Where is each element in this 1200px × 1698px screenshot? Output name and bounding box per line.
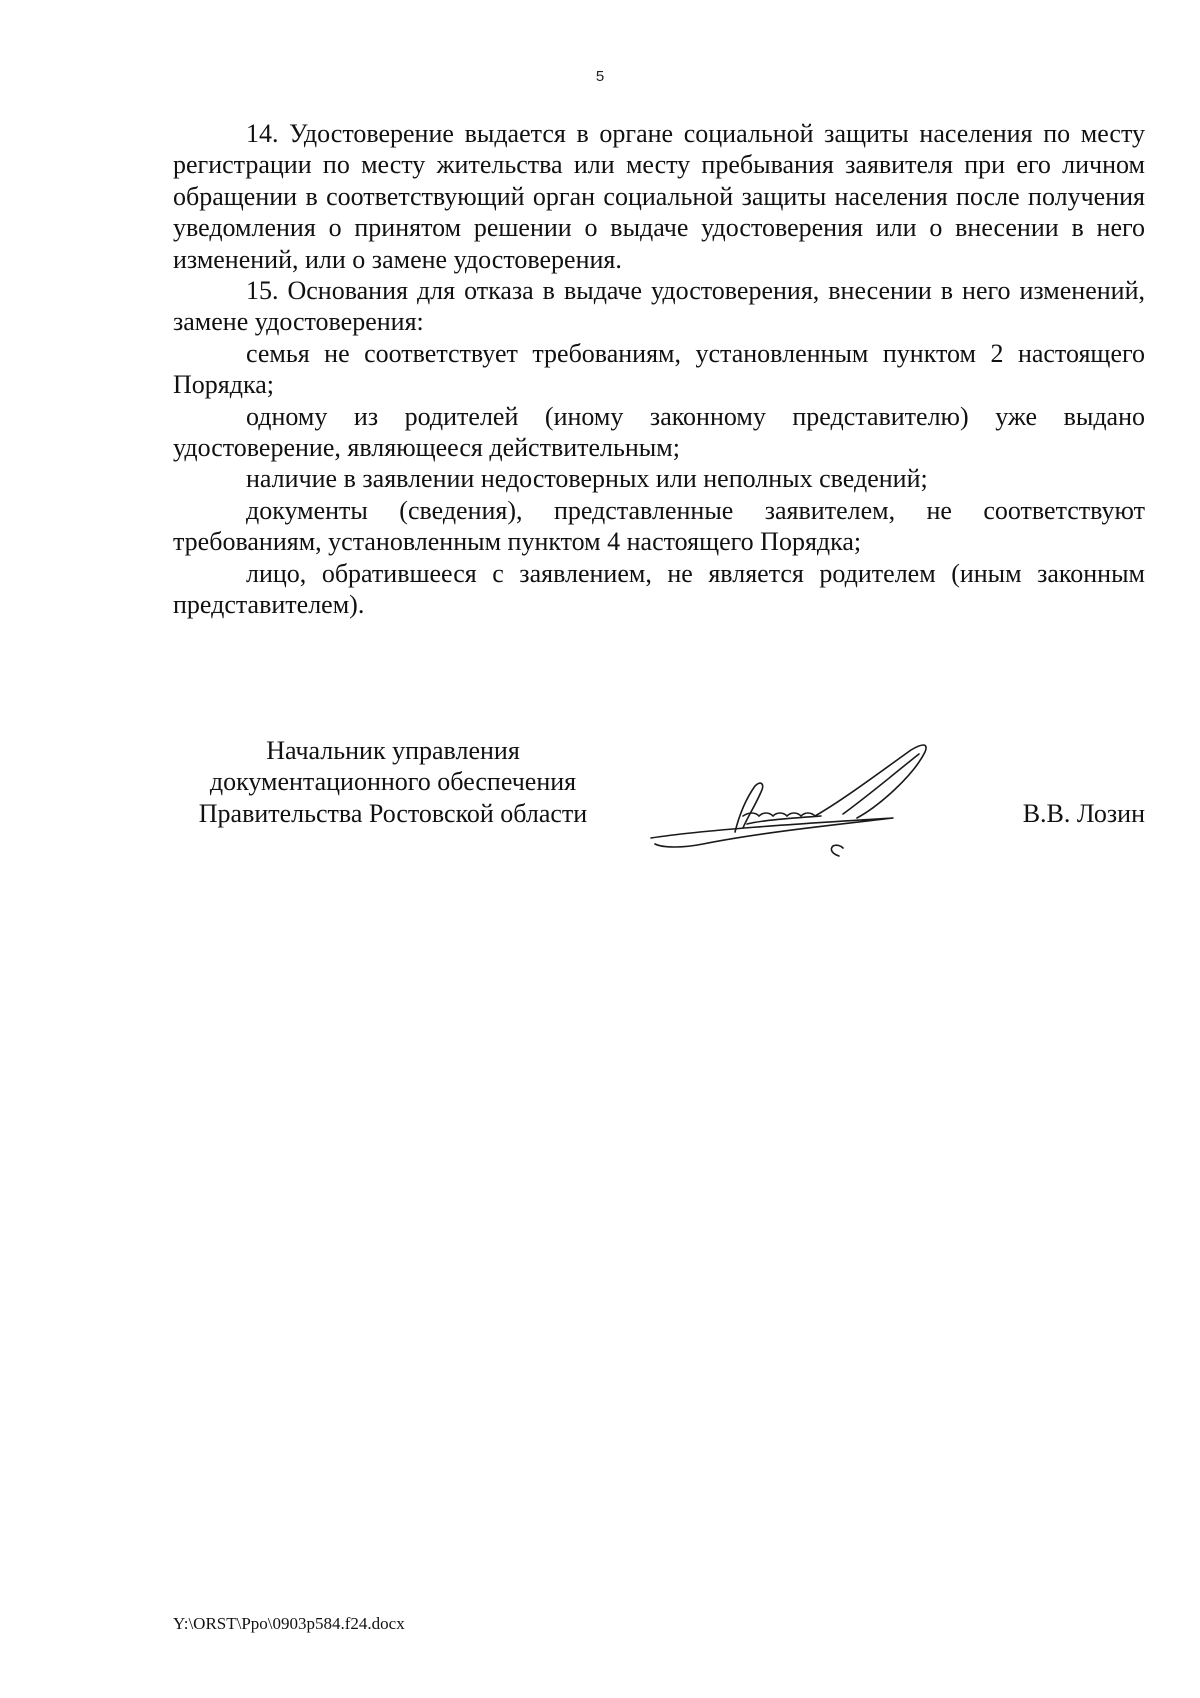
refusal-ground-documents: документы (сведения), представленные заявителем, не соответствуют требованиям, установленным пунктом 4 настоящего Порядка; xyxy=(173,495,1145,557)
document-body xyxy=(173,118,1145,621)
paragraph-14: 14. Удостоверение выдается в органе социальной защиты населения по месту регистрации по месту жительства или месту пребывания заявителя при его личном обращении в соответствующий орган социальной защиты населения после получения уведомления о принятом решении о выдаче удостоверения или о внесении в него изменений, или о замене удостоверения. xyxy=(173,119,1145,274)
signature-block xyxy=(173,735,1145,875)
signer-position-line: Начальник управления xyxy=(266,736,520,765)
signer-name: В.В. Лозин xyxy=(1022,799,1145,828)
page-number: 5 xyxy=(595,68,605,85)
refusal-ground-already-issued: одному из родителей (иному законному представителю) уже выдано удостоверение, являющееся действительным; xyxy=(173,401,1145,463)
paragraph-15: 15. Основания для отказа в выдаче удостоверения, внесении в него изменений, замене удостоверения: xyxy=(173,276,1145,337)
signer-position xyxy=(173,735,613,829)
refusal-ground-requirements: семья не соответствует требованиям, установленным пунктом 2 настоящего Порядка; xyxy=(173,338,1145,400)
refusal-ground-unreliable-info: наличие в заявлении недостоверных или неполных сведений; xyxy=(246,464,928,494)
handwritten-signature-image xyxy=(643,720,983,870)
refusal-ground-not-parent: лицо, обратившееся с заявлением, не является родителем (иным законным представителем). xyxy=(173,558,1145,620)
footer-file-path: Y:\ORST\Ppo\0903p584.f24.docx xyxy=(173,1614,405,1633)
signer-position-line: Правительства Ростовской области xyxy=(198,798,588,828)
signer-position-line: документационного обеспечения xyxy=(209,767,577,797)
